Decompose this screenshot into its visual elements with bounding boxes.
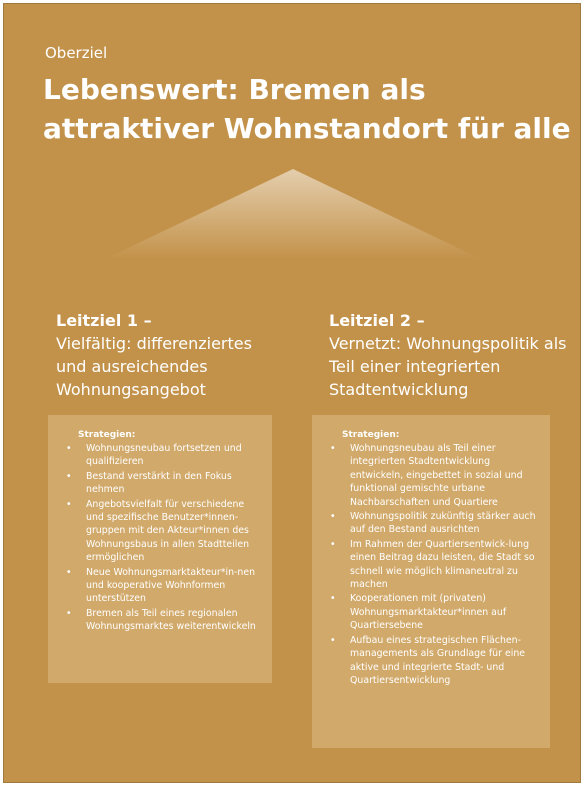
leitziel-2-number: Leitziel 2 –: [329, 311, 425, 330]
bullet-icon: •: [66, 607, 72, 619]
list-item: • Wohnungspolitik zukünftig stärker auch auf den Bestand ausrichten: [330, 511, 536, 536]
list-item: • Wohnungsneubau als Teil einer integrierten Stadtentwicklung entwickeln, eingebettet in sozial und funktional gemischte urbane Nachbarschaften und Quartiere: [330, 443, 523, 508]
list-item: • Neue Wohnungsmarktakteur*in-nen und kooperative Wohnformen unterstützen: [66, 566, 256, 605]
leitziel-2-heading: [329, 309, 569, 401]
bullet-icon: •: [66, 470, 72, 482]
bullet-icon: •: [330, 634, 336, 646]
strategies-list-2: [330, 442, 540, 687]
strategies-label: Strategien:: [78, 430, 136, 440]
goal-panel: [3, 3, 581, 783]
list-item: • Im Rahmen der Quartiersentwick-lung einen Beitrag dazu leisten, die Stadt so schnell wie möglich klimaneutral zu machen: [330, 538, 535, 591]
list-item: • Aufbau eines strategischen Flächen-managements als Grundlage für eine aktive und integrierte Stadt- und Quartiersentwicklung: [330, 634, 526, 686]
overline-label: Oberziel: [45, 44, 108, 62]
bullet-icon: •: [330, 511, 336, 523]
leitziel-2-text: Vernetzt: Wohnungspolitik als Teil einer integrierten Stadtentwicklung: [329, 334, 567, 399]
strategies-box-1: [48, 415, 272, 683]
bullet-icon: •: [66, 443, 72, 454]
strategies-label: Strategien:: [342, 430, 400, 440]
leitziel-1-number: Leitziel 1 –: [56, 311, 152, 330]
bullet-icon: •: [66, 566, 72, 578]
list-item: • Kooperationen mit (privaten) Wohnungsmarktakteur*innen auf Quartiersebene: [330, 593, 507, 632]
bullet-icon: •: [330, 593, 336, 605]
list-item: • Bremen als Teil eines regionalen Wohnungsmarktes weiterentwickeln: [66, 607, 256, 633]
bullet-icon: •: [66, 498, 72, 510]
page-title: Lebenswert: Bremen als attraktiver Wohnstandort für alle: [43, 73, 571, 145]
strategies-box-2: [312, 415, 550, 748]
list-item: • Angebotsvielfalt für verschiedene und spezifische Benutzer*innen-gruppen mit den Akteur*innen des Wohnungsbaus in allen Stadtteilen ermöglichen: [66, 498, 250, 564]
leitziel-1-heading: [56, 309, 286, 401]
leitziel-1-text: Vielfältig: differenziertes und ausreichendes Wohnungsangebot: [56, 334, 252, 399]
strategies-list-1: [66, 442, 262, 634]
list-item: • Wohnungsneubau fortsetzen und qualifizieren: [66, 443, 242, 468]
bullet-icon: •: [330, 443, 336, 454]
list-item: • Bestand verstärkt in den Fokus nehmen: [66, 470, 232, 496]
roof-shape: [105, 169, 481, 259]
bullet-icon: •: [330, 538, 336, 550]
